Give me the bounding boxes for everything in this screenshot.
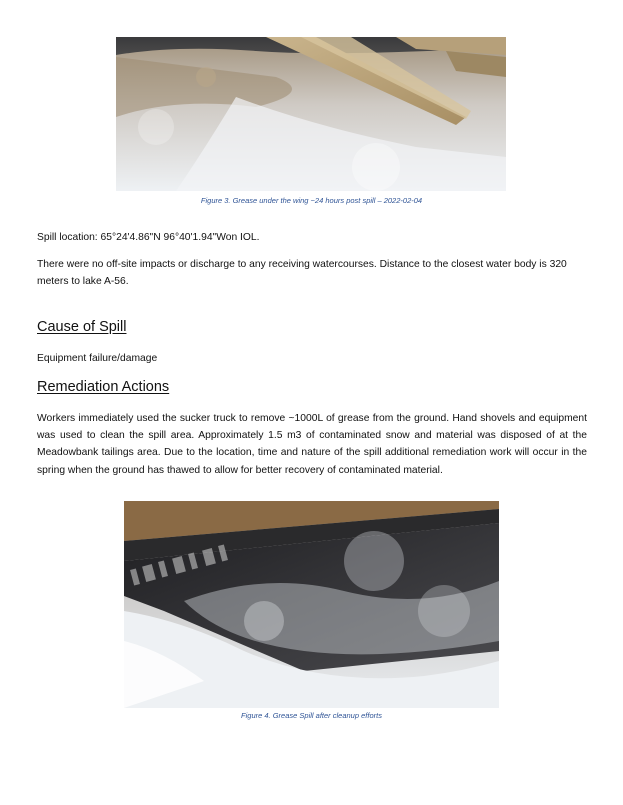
- impacts-paragraph: There were no off-site impacts or discharge to any receiving watercourses. Distance to the closest water body is 320 meters to lake A-56.: [37, 259, 567, 287]
- cause-of-spill-text: Equipment failure/damage: [37, 353, 158, 364]
- figure-3-photo-image: [116, 37, 506, 191]
- remediation-actions-heading: Remediation Actions: [37, 379, 170, 395]
- figure-4-caption: Figure 4. Grease Spill after cleanup efforts: [241, 711, 382, 720]
- figure-3-photo: [116, 37, 506, 191]
- remediation-paragraph: Workers immediately used the sucker truck to remove ~1000L of grease from the ground. Hand shovels and equipment was used to clean the spill area. Approximately 1.5 m3 of contaminated snow and material was disposed of at the Meadowbank tailings area. Due to the location, time and nature of the spill additional remediation work will occur in the spring when the ground has thawed to allow for better recovery of contaminated material.: [37, 413, 587, 476]
- figure-3-caption: Figure 3. Grease under the wing ~24 hours post spill – 2022-02-04: [200, 196, 423, 205]
- cause-of-spill-heading: Cause of Spill: [37, 319, 127, 335]
- figure-4-photo-image: [124, 501, 499, 708]
- figure-4-photo: [124, 501, 499, 708]
- spill-location-text: Spill location: 65°24'4.86"N 96°40'1.94"Won IOL.: [37, 232, 260, 243]
